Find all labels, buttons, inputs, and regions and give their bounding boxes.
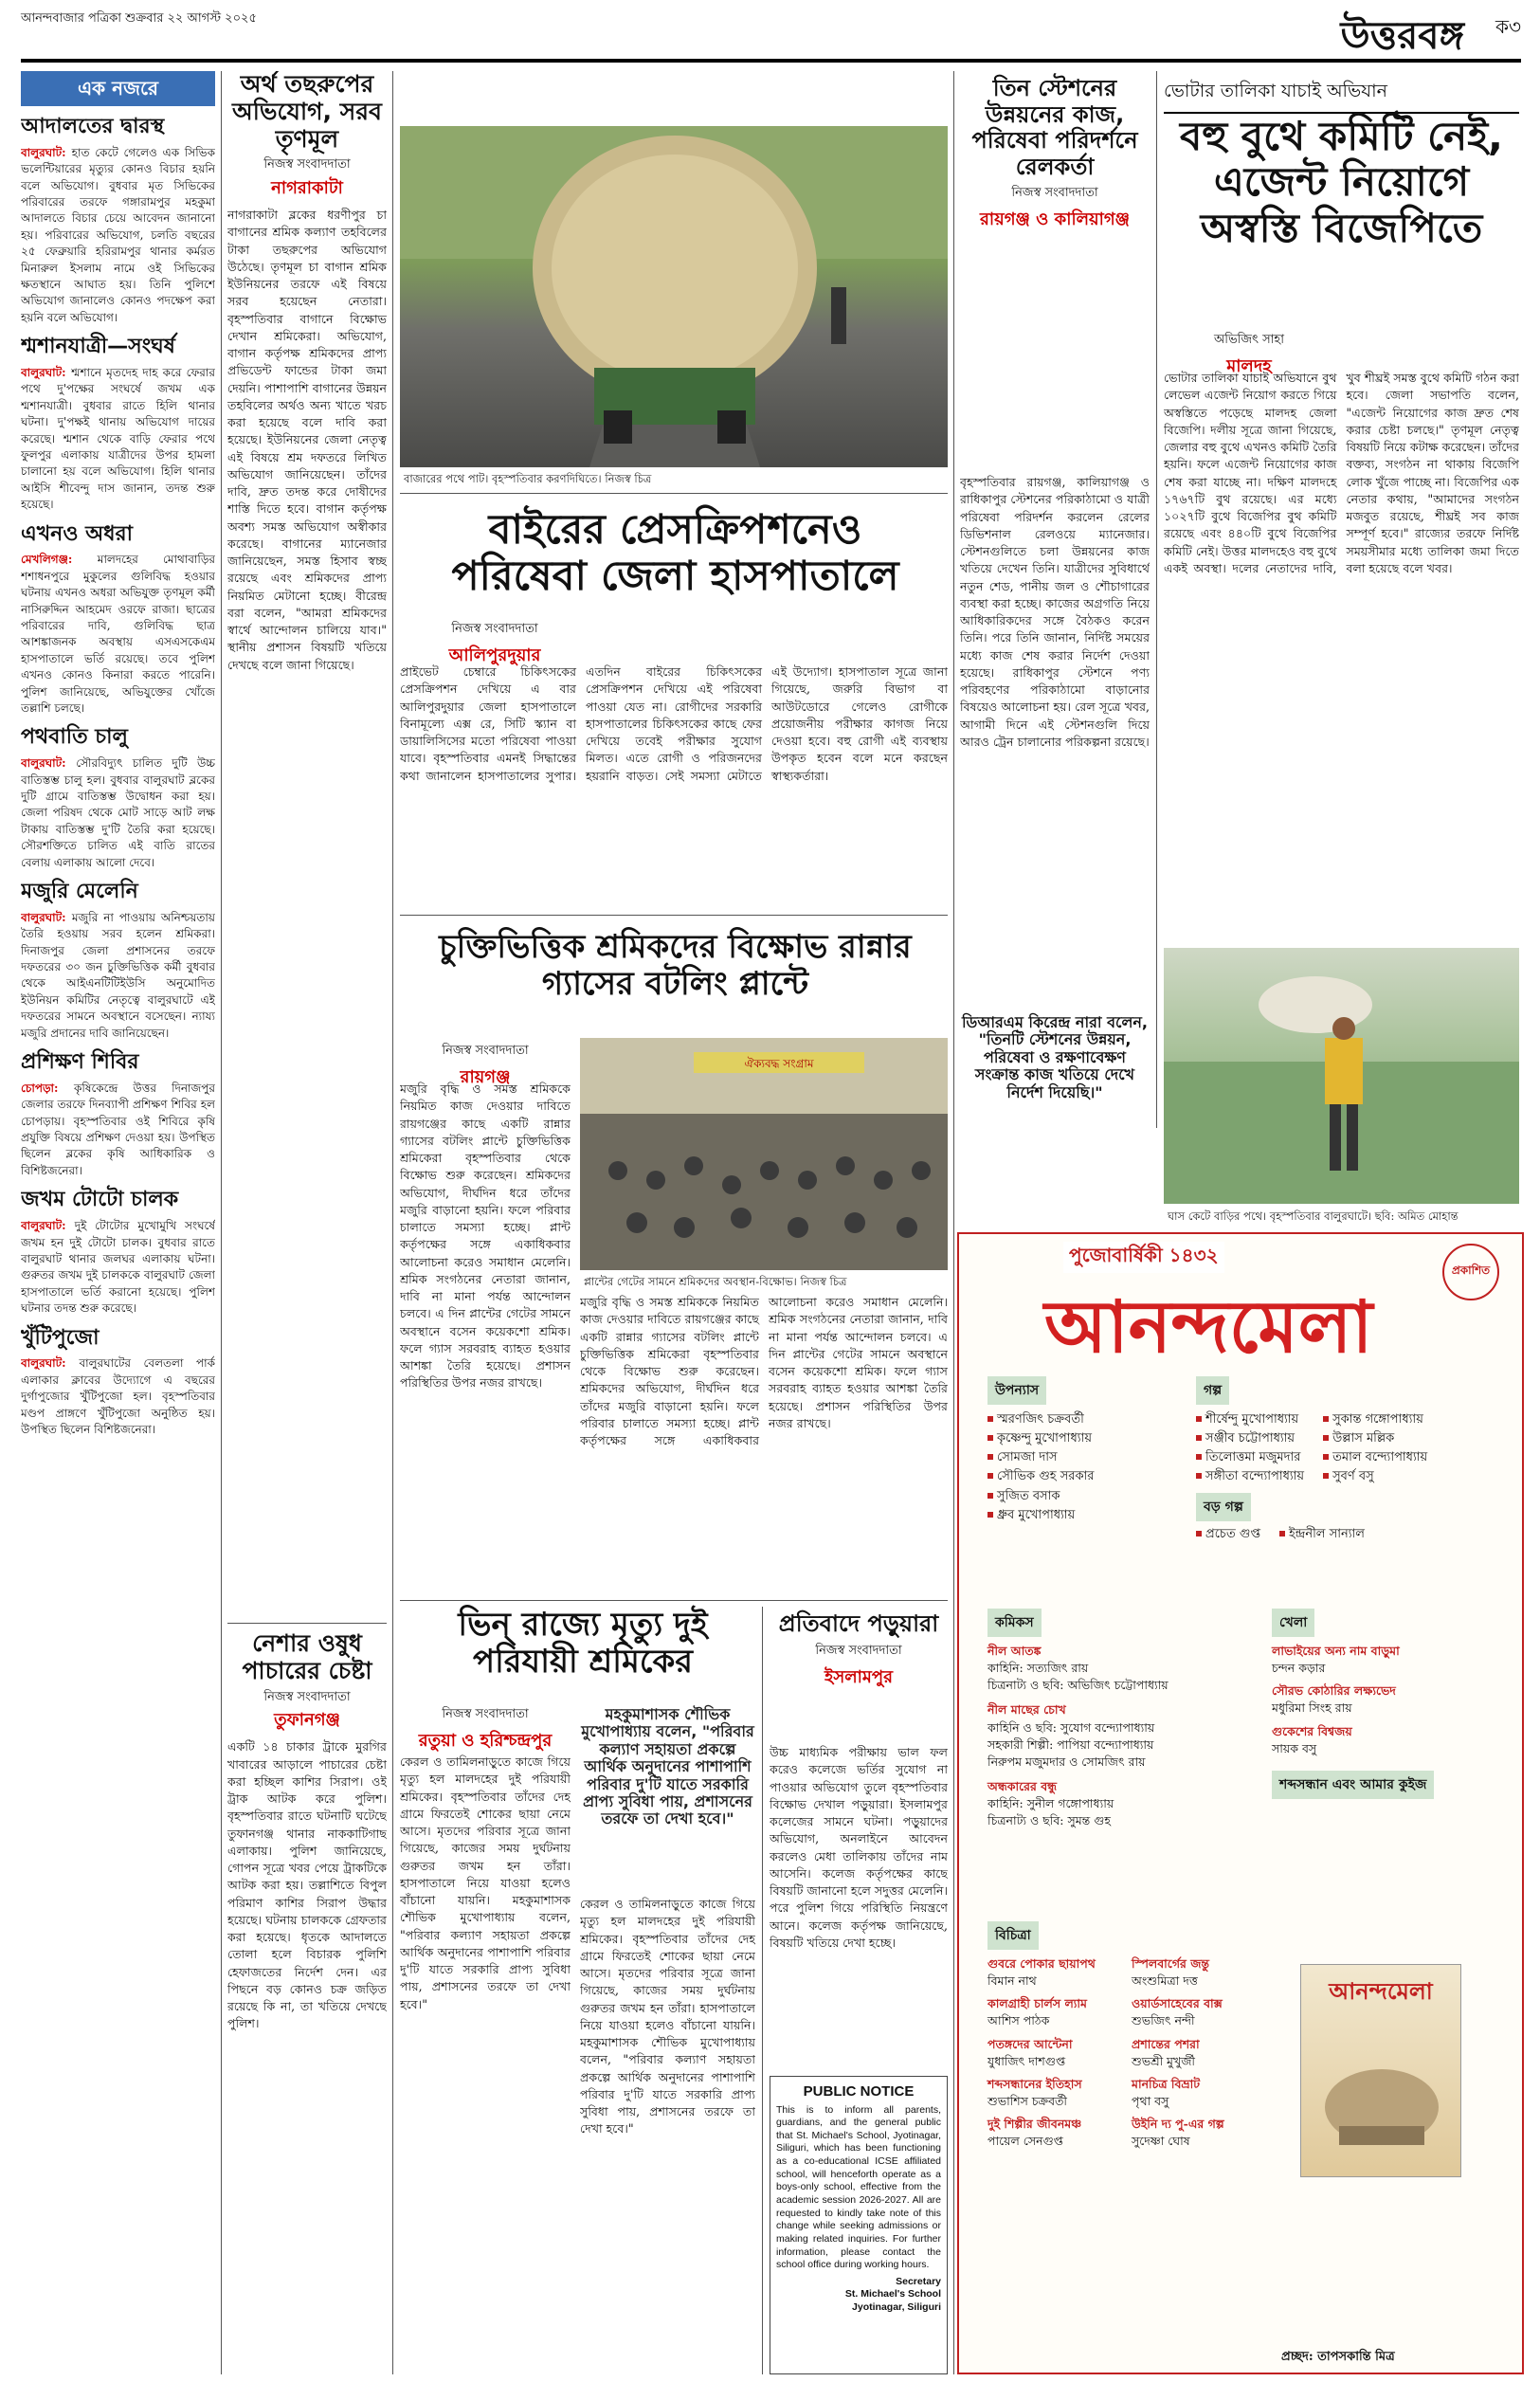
comics-section	[987, 1609, 1262, 1837]
comic-credit: চিত্রনাট্য ও ছবি: অভিজিৎ চট্টোপাধ্যায়	[987, 1678, 1169, 1693]
bichitra-title: পতঙ্গদের আন্টেনা	[987, 2036, 1073, 2051]
bichitra-author: বিমান নাথ	[987, 1973, 1037, 1989]
protest-illustration	[580, 1038, 948, 1270]
brief-item	[21, 112, 215, 326]
khela-section	[1272, 1609, 1509, 1799]
byline: নিজস্ব সংবাদদাতা	[263, 1689, 351, 1704]
bichitra-title: কালগ্রাহী চার্লস ল্যাম	[987, 1996, 1087, 2011]
comic-credit: কাহিনি: সুনীল গঙ্গোপাধ্যায়	[987, 1796, 1114, 1810]
bichitra-entry	[987, 2036, 1118, 2070]
comic-entry	[987, 1701, 1262, 1771]
author-name: স্মরণজিৎ চক্রবর্তী	[987, 1410, 1094, 1429]
galpo-list-2	[1323, 1410, 1427, 1487]
brief-dateline: বালুরঘাট:	[21, 366, 72, 380]
published-badge: প্রকাশিত	[1442, 1244, 1499, 1300]
brief-item	[21, 877, 215, 1042]
section-label: কমিকস	[987, 1609, 1042, 1637]
divider	[392, 71, 393, 2374]
story-drug-smuggling	[227, 1630, 387, 2379]
dateline: আলিপুরদুয়ার	[448, 646, 541, 665]
bichitra-author: শুভাশিস চক্রবর্তী	[987, 2093, 1068, 2108]
comic-title: নীল আতঙ্ক	[987, 1644, 1042, 1658]
bichitra-entry	[1132, 2116, 1262, 2150]
anandamela-advertisement	[957, 1232, 1524, 2374]
byline: নিজস্ব সংবাদদাতা	[1011, 186, 1098, 201]
author-name: শীর্ষেন্দু মুখোপাধ্যায়	[1196, 1410, 1304, 1429]
khela-entry	[1272, 1643, 1509, 1677]
brief-body	[21, 365, 215, 514]
pull-quote: মহকুমাশাসক শৌভিক মুখোপাধ্যায় বলেন, "পরিবার কল্যাণ সহায়তা প্রকল্পে আর্থিক অনুদানের পাশাপাশি পরিবার দু'টি যাতে সরকারি প্রাপ্য সুবিধা পায়, প্রশাসনের তরফে তা দেখা হবে।"	[581, 1705, 754, 1828]
divider	[400, 1600, 948, 1601]
dateline: রায়গঞ্জ	[460, 1067, 511, 1087]
notice-body: This is to inform all parents, guardians, and the general public that St. Michael's School, Jyotinagar, Siliguri, which has been functioning as a co-educational ICSE affiliated school, will henceforth operate as a boys-only school, effective from the academic session 2026-2027. All are requested to kindly take note of this change while seeking admissions or making related inquiries. For further information, please contact the school office during working hours.	[776, 2103, 941, 2271]
headline: নেশার ওষুধ পাচারের চেষ্টা	[242, 1630, 372, 1684]
galpo-section	[1196, 1376, 1509, 1544]
headline-bjp: বহু বুথে কমিটি নেই, এজেন্ট নিয়োগে অস্বস্তি বিজেপিতে	[1179, 113, 1504, 251]
brief-item	[21, 1323, 215, 1439]
khela-title: লাভাইয়ের অন্য নাম বাড়ুমা	[1272, 1644, 1400, 1658]
bichitra-entry	[1132, 2036, 1262, 2070]
divider	[221, 71, 222, 2374]
cover-title: আনন্দমেলা	[1329, 1978, 1433, 2005]
farmer-illustration	[1164, 948, 1519, 1204]
divider	[400, 493, 948, 494]
divider	[953, 71, 954, 2374]
brief-item	[21, 1185, 215, 1317]
brief-title: আদালতের দ্বারস্থ	[21, 115, 165, 138]
author-name: সুবর্ণ বসু	[1323, 1467, 1427, 1486]
bichitra-title: প্রশান্তের পশরা	[1132, 2036, 1200, 2051]
brief-item	[21, 722, 215, 871]
story-bjp-body: ভোটার তালিকা যাচাই অভিযানে বুথ লেভেল এজেন্ট নিয়োগ করতে গিয়ে অস্বস্তিতে পড়েছে মালদহ জেলা বিজেপি। দলীয় সূত্রে জানা গিয়েছে, জেলার বহু বুথে এখনও কমিটি তৈরি হয়নি। ফলে এজেন্ট নিয়োগের কাজ শেষ করা যাচ্ছে না। দক্ষিণ মালদহে ১৭৬৭টি বুথ রয়েছে। এর মধ্যে ১০২৭টি বুথে বিজেপির বুথ কমিটি রয়েছে এবং ৪৪০টি বুথে বিজেপির কমিটি নেই। উত্তর মালদহেও বহু বুথে একই অবস্থা। দলের নেতাদের দাবি, খুব শীঘ্রই সমস্ত বুথে কমিটি গঠন করা হবে। জেলা সভাপতি বলেন, "এজেন্ট নিয়োগের কাজ দ্রুত শেষ করার চেষ্টা চলছে।" তৃণমূল নেতৃত্ব বিষয়টি নিয়ে কটাক্ষ করেছেন। তাঁদের বক্তব্য, সংগঠন না থাকায় বিজেপি লোক খুঁজে পাচ্ছে না। বিজেপির এক নেতার কথায়, "আমাদের সংগঠন মজবুত রয়েছে, শীঘ্রই সব কাজ সম্পূর্ণ হবে।" রাজ্যের তরফে নির্দিষ্ট সময়সীমার মধ্যে তালিকা জমা দিতে বলা হয়েছে বলে খবর।	[1164, 371, 1519, 575]
photo-protest	[580, 1038, 948, 1270]
bichitra-title: উইনি দ্য পু-এর গল্প	[1132, 2117, 1224, 2131]
brief-dateline: মেখলিগঞ্জ:	[21, 553, 98, 567]
ad-brand: আনন্দমেলা	[1044, 1284, 1373, 1369]
brief-body	[21, 1081, 215, 1179]
bichitra-title: শব্দসন্ধানের ইতিহাস	[987, 2076, 1082, 2091]
bichitra-title: স্পিলবার্গের জন্তু	[1132, 1956, 1210, 1971]
author-name: ধ্রুব মুখোপাধ্যায়	[987, 1506, 1094, 1525]
comic-credit: সহকারী শিল্পী: পাপিয়া বন্দ্যোপাধ্যায়	[987, 1736, 1154, 1752]
dateline: তুফানগঞ্জ	[274, 1710, 340, 1731]
byline: অভিজিৎ সাহা	[1213, 333, 1285, 347]
author-name: সৌভিক গুহ সরকার	[987, 1467, 1094, 1486]
brief-title: খুঁটিপুজো	[21, 1325, 100, 1350]
story-body-continued: মজুরি বৃদ্ধি ও সমস্ত শ্রমিককে নিয়মিত কাজ দেওয়ার দাবিতে রায়গঞ্জের কাছে একটি রান্নার গ্যাসের বটলিং প্লান্টে চুক্তিভিত্তিক শ্রমিকেরা বৃহস্পতিবার থেকে বিক্ষোভ শুরু করেছেন। শ্রমিকদের অভিযোগ, দীর্ঘদিন ধরে তাঁদের মজুরি বাড়ানো হয়নি। ফলে পরিবার চালাতে সমস্যা হচ্ছে। প্লান্ট কর্তৃপক্ষের সঙ্গে একাধিকবার আলোচনা করেও সমাধান মেলেনি। শ্রমিক সংগঠনের নেতারা জানান, দাবি না মানা পর্যন্ত আন্দোলন চলবে। এ দিন প্লান্টের গেটের সামনে অবস্থানে বসেন কয়েকশো শ্রমিক। ফলে গ্যাস সরবরাহ ব্যাহত হওয়ার আশঙ্কা তৈরি হয়েছে। প্রশাসন পরিস্থিতির উপর নজর রাখছে।	[580, 1295, 948, 1447]
story-rail	[960, 76, 1150, 241]
section-label: খেলা	[1272, 1609, 1314, 1637]
story-body: একটি ১৪ চাকার ট্রাকে মুরগির খাবারের আড়ালে পাচারের চেষ্টা করা হচ্ছিল কাশির সিরাপ। ওই ট্রাক আটক করে পুলিশ। বৃহস্পতিবার রাতে ঘটনাটি ঘটেছে তুফানগঞ্জ থানার নাককাটিগাছ এলাকায়। পুলিশ জানিয়েছে, গোপন সূত্রে খবর পেয়ে ট্রাকটিকে আটক করা হয়। তল্লাশিতে বিপুল পরিমাণ কাশির সিরাপ উদ্ধার হয়েছে। ঘটনায় চালককে গ্রেফতার করা হয়েছে। ধৃতকে আদালতে তোলা হলে বিচারক পুলিশি হেফাজতের নির্দেশ দেন। এর পিছনে বড় কোনও চক্র জড়িত রয়েছে কি না, তা খতিয়ে দেখছে পুলিশ।	[227, 1739, 387, 2031]
author-name: প্রচেত গুপ্ত	[1196, 1525, 1260, 1544]
brief-title: এখনও অধরা	[21, 521, 134, 546]
bichitra-section	[987, 1921, 1262, 2155]
author-name: উল্লাস মল্লিক	[1323, 1429, 1427, 1448]
khela-author: মধুরিমা সিংহ রায়	[1272, 1700, 1352, 1716]
headline-bottling-plant: চুক্তিভিত্তিক শ্রমিকদের বিক্ষোভ রান্নার গ্যাসের বটলিং প্লান্টে	[439, 928, 912, 1004]
photo-farmer	[1164, 948, 1519, 1204]
section-label: উপন্যাস	[987, 1376, 1046, 1405]
khela-author: সায়ক বসু	[1272, 1740, 1317, 1755]
public-notice	[770, 2076, 948, 2374]
headline: অর্থ তছরুপের অভিযোগ, সরব তৃণমূল	[232, 71, 382, 153]
bichitra-author: আশিস পাঠক	[987, 2013, 1050, 2028]
author-name: সঞ্জীব চট্টোপাধ্যায়	[1196, 1429, 1304, 1448]
header-rule	[21, 59, 1521, 63]
brief-dateline: বালুরঘাট:	[21, 910, 72, 924]
headline-hospital: বাইরের প্রেসক্রিপশনেও পরিষেবা জেলা হাসপাতালে	[451, 506, 899, 601]
story-body-continued: কেরল ও তামিলনাড়ুতে কাজে গিয়ে মৃত্যু হল মালদহের দুই পরিযায়ী শ্রমিকের। বৃহস্পতিবার তাঁদের দেহ গ্রামে ফিরতেই শোকের ছায়া নেমে আসে। মৃতদের পরিবার সূত্রে জানা গিয়েছে, কাজের সময় দুর্ঘটনায় গুরুতর জখম হন তাঁরা। হাসপাতালে নিয়ে যাওয়া হলেও বাঁচানো যায়নি। মহকুমাশাসক শৌভিক মুখোপাধ্যায় বলেন, "পরিবার কল্যাণ সহায়তা প্রকল্পে আর্থিক অনুদানের পাশাপাশি পরিবার দু'টি যাতে সরকারি প্রাপ্য সুবিধা পায়, প্রশাসনের তরফে তা দেখা হবে।"	[580, 1897, 755, 2137]
author-name: ইন্দ্রনীল সান্যাল	[1279, 1525, 1365, 1544]
story-bottling-cont	[580, 1294, 948, 1592]
brief-body	[21, 755, 215, 871]
brief-text: শ্মশানে মৃতদেহ দাহ করে ফেরার পথে দু'পক্ষের সংঘর্ষে জখম এক শ্মশানযাত্রী। বুধবার রাতে হিলি থানার ঘটনা। দু'পক্ষই থানায় অভিযোগ দায়ের করেছে। শ্মশান থেকে বাড়ি ফেরার পথে ফুলপুর এলাকায় যাত্রীদের উপর হামলা চালানো হয় বলে অভিযোগ। হিলি থানার আইসি শীবেন্দু দাস জানান, তদন্ত শুরু হয়েছে।	[21, 366, 215, 512]
headline: প্রতিবাদে পড়ুয়ারা	[778, 1610, 939, 1637]
brief-dateline: বালুরঘাট:	[21, 1356, 80, 1371]
author-name: কৃষ্ণেন্দু মুখোপাধ্যায়	[987, 1429, 1094, 1448]
brief-title: মজুরি মেলেনি	[21, 880, 138, 904]
jute-truck-illustration	[400, 126, 948, 467]
brief-text: মজুরি না পাওয়ায় অনিশ্চয়তায় তৈরি হওয়ায় সরব হলেন শ্রমিকরা। দিনাজপুর জেলা প্রশাসনের তরফে দফতরের ৩০ জন চুক্তিভিত্তিক কর্মী বুধবার থেকে আইএনটিটিইউসি অনুমোদিত ইউনিয়ন কমিটির নেতৃত্বে বালুরঘাটে এই দফতরের সামনে অবস্থানে বসেছেন। ন্যায্য মজুরি প্রদানের দাবি জানিয়েছেন।	[21, 910, 215, 1040]
bichitra-title: গুবরে পোকার ছায়াপথ	[987, 1956, 1096, 1971]
khela-entry	[1272, 1723, 1509, 1757]
story-tea-garden	[227, 71, 387, 1626]
story-rail-body: বৃহস্পতিবার রায়গঞ্জ, কালিয়াগঞ্জ ও রাধিকাপুর স্টেশনের পরিকাঠামো ও যাত্রী পরিষেবা পরিদর্শন করলেন রেলের ডিভিশনাল রেলওয়ে ম্যানেজার। স্টেশনগুলিতে চলা উন্নয়নের কাজ খতিয়ে দেখেন তিনি। যাত্রীদের সুবিধার্থে নতুন শেড, পানীয় জল ও শৌচাগারের ব্যবস্থা করা হচ্ছে। কাজের অগ্রগতি নিয়ে আধিকারিকদের সঙ্গে বৈঠকও করেন তিনি। পরে তিনি জানান, নির্দিষ্ট সময়ের মধ্যে কাজ শেষ করার নির্দেশ দেওয়া হয়েছে। রাধিকাপুর স্টেশনে পণ্য পরিবহণের পরিকাঠামো বাড়ানোর বিষয়েও আলোচনা হয়। রেল সূত্রে খবর, আগামী দিনে এই স্টেশনগুলি দিয়ে আরও ট্রেন চালানোর পরিকল্পনা রয়েছে।	[960, 475, 1150, 749]
bichitra-entry	[987, 2076, 1118, 2110]
upanyas-section	[987, 1376, 1094, 1525]
divider	[400, 915, 948, 916]
bichitra-entry	[1132, 2076, 1262, 2110]
section-label: গল্প	[1196, 1376, 1229, 1405]
brief-text: সৌরবিদ্যুৎ চালিত দুটি উচ্চ বাতিস্তম্ভ চালু হল। বুধবার বালুরঘাট ব্লকের দুটি গ্রামে বাতিস্তম্ভ উদ্বোধন করা হয়। জেলা পরিষদ থেকে মোট সাড়ে আট লক্ষ টাকায় বাতিস্তম্ভ দু'টি তৈরি করা হয়েছে। সৌরশক্তিতে চালিত এই বাতি রাতের বেলায় এলাকায় আলো দেবে।	[21, 756, 215, 869]
brief-item	[21, 1047, 215, 1179]
brief-title: জখম টোটো চালক	[21, 1188, 179, 1212]
notice-sign-3: Jyotinagar, Siliguri	[852, 2301, 941, 2314]
dateline: নাগরাকাটা	[271, 178, 343, 199]
dateline: মালদহ	[1226, 356, 1272, 376]
ek-nazare-header: এক নজরে	[21, 71, 215, 106]
page-number: ক৩	[1495, 15, 1521, 38]
photo-caption: ঘাস কেটে বাড়ির পথে। বৃহস্পতিবার বালুরঘাটে। ছবি: অমিত মোহান্ত	[1168, 1209, 1458, 1223]
khela-entry	[1272, 1682, 1509, 1717]
brief-text: কৃষিকেন্দ্রে উত্তর দিনাজপুর জেলার তরফে দিনব্যাপী প্রশিক্ষণ শিবির হল চোপড়ায়। বৃহস্পতিবার ওই শিবিরে কৃষি প্রযুক্তি বিষয়ে প্রশিক্ষণ দেওয়া হয়। উপস্থিত ছিলেন ব্লকের কৃষি আধিকারিক ও বিশিষ্টজনেরা।	[21, 1081, 215, 1177]
rail-pull-quote: ডিআরএম কিরেন্দ্র নারা বলেন, "তিনটি স্টেশনের উন্নয়ন, পরিষেবা ও রক্ষণাবেক্ষণ সংক্রান্ত কাজ খতিয়ে দেখে নির্দেশ দিয়েছি।"	[961, 1013, 1149, 1101]
notice-sign-1: Secretary	[896, 2275, 941, 2287]
cover-illustration	[1301, 2012, 1462, 2164]
brief-title: শ্মশানযাত্রী—সংঘর্ষ	[21, 335, 175, 359]
bichitra-title: ওয়ার্ডসাহেবের বাক্স	[1132, 1996, 1223, 2011]
bichitra-entry	[987, 1995, 1118, 2029]
author-name: তমাল বন্দ্যোপাধ্যায়	[1323, 1448, 1427, 1467]
brief-text: দুই টোটোর মুখোমুখি সংঘর্ষে জখম হন দুই টোটো চালক। বুধবার রাতে বালুরঘাট থানার জলঘর এলাকায় ঘটনা। গুরুতর জখম দুই চালককে বালুরঘাট জেলা হাসপাতালে ভর্তি করানো হয়েছে। পুলিশ ঘটনার তদন্ত শুরু করেছে।	[21, 1219, 215, 1316]
author-name: তিলোত্তমা মজুমদার	[1196, 1448, 1304, 1467]
divider	[227, 1623, 387, 1624]
bichitra-entry	[987, 2116, 1118, 2150]
bichitra-entry	[987, 1955, 1118, 1990]
story-students-body: উচ্চ মাধ্যমিক পরীক্ষায় ভাল ফল করেও কলেজে ভর্তির সুযোগ না পাওয়ার অভিযোগ তুলে বৃহস্পতিবার বিক্ষোভ দেখাল পড়ুয়ারা। ইসলামপুর কলেজের সামনে ঘটনা। পড়ুয়াদের অভিযোগ, অনলাইনে আবেদন করলেও মেধা তালিকায় তাঁদের নাম আসেনি। কলেজ কর্তৃপক্ষের কাছে বিষয়টি জানানো হলে সদুত্তর মেলেনি। পরে পুলিশ গিয়ে পরিস্থিতি নিয়ন্ত্রণে আনে। কলেজ কর্তৃপক্ষ জানিয়েছে, বিষয়টি খতিয়ে দেখা হচ্ছে।	[770, 1745, 948, 1950]
bichitra-author: যুধাজিৎ দাশগুপ্ত	[987, 2053, 1066, 2068]
comic-credit: চিত্রনাট্য ও ছবি: সুমন্ত গুহ	[987, 1813, 1111, 1828]
bichitra-author: সুদেষ্ণা ঘোষ	[1132, 2134, 1190, 2149]
baro-galpo-list	[1196, 1525, 1509, 1544]
brief-text: বালুরঘাটের বেলতলা পার্ক এলাকার ক্লাবের উদ্যোগে এ বছরের দুর্গাপুজোর খুঁটিপুজো হল। বৃহস্পতিবার মণ্ডপ প্রাঙ্গণে খুঁটিপুজো অনুষ্ঠিত হয়। উপস্থিত ছিলেন বিশিষ্টজনেরা।	[21, 1356, 215, 1436]
brief-item	[21, 519, 215, 718]
galpo-list-1	[1196, 1410, 1304, 1487]
section-label: বড় গল্প	[1196, 1493, 1251, 1521]
brief-body	[21, 552, 215, 717]
byline: নিজস্ব সংবাদদাতা	[263, 157, 351, 173]
comic-credit: নিরুপম মজুমদার ও সোমজিৎ রায়	[987, 1754, 1146, 1769]
comic-title: নীল মাছের চোখ	[987, 1702, 1066, 1718]
comic-credit: কাহিনি ও ছবি: সুযোগ বন্দ্যোপাধ্যায়	[987, 1719, 1155, 1735]
bichitra-title: মানচিত্র বিভ্রাট	[1132, 2076, 1201, 2091]
brief-text: হাত কেটে গেলেও এক সিভিক ভলেন্টিয়ারের মৃত্যুর কোনও বিচার হয়নি বলে অভিযোগ। বুধবার মৃত সিভিকের পরিবারের তরফে গঙ্গারামপুর মহকুমা আদালতে বিচার চেয়ে আবেদন জানানো হয়। পরিবারের অভিযোগ, চলতি বছরের ২৫ ফেব্রুয়ারি হরিরামপুর থানার কর্মরত মিনারুল ইসলাম নামে ওই সিভিকের ক্ষতস্থানে আঘাত হয়। তিনি পুলিশে অভিযোগ জানালেও কোনও পদক্ষেপ করা হয়নি বলে অভিযোগ।	[21, 145, 215, 324]
khela-title: সৌরভ কোঠারির লক্ষ্যভেদ	[1272, 1683, 1396, 1699]
divider	[762, 1607, 763, 2374]
comics-list	[987, 1643, 1262, 1829]
ad-kicker: পুজোবার্ষিকী ১৪৩২	[1063, 1242, 1224, 1273]
khela-list	[1272, 1643, 1509, 1757]
brief-body	[21, 1218, 215, 1317]
dateline: রতুয়া ও হরিশ্চন্দ্রপুর	[418, 1731, 553, 1751]
headline-migrant-workers: ভিন্ রাজ্যে মৃত্যু দুই পরিযায়ী শ্রমিকের	[458, 1606, 708, 1682]
comic-credit: কাহিনি: সত্যজিৎ রায়	[987, 1661, 1089, 1676]
bichitra-entry	[1132, 1995, 1262, 2029]
brief-item	[21, 332, 215, 513]
byline: নিজস্ব সংবাদদাতা	[442, 1044, 529, 1058]
story-bottling-body: মজুরি বৃদ্ধি ও সমস্ত শ্রমিককে নিয়মিত কাজ দেওয়ার দাবিতে রায়গঞ্জের কাছে একটি রান্নার গ্যাসের বটলিং প্লান্টে চুক্তিভিত্তিক শ্রমিকেরা বৃহস্পতিবার থেকে বিক্ষোভ শুরু করেছেন। শ্রমিকদের অভিযোগ, দীর্ঘদিন ধরে তাঁদের মজুরি বাড়ানো হয়নি। ফলে পরিবার চালাতে সমস্যা হচ্ছে। প্লান্ট কর্তৃপক্ষের সঙ্গে একাধিকবার আলোচনা করেও সমাধান মেলেনি। শ্রমিক সংগঠনের নেতারা জানান, দাবি না মানা পর্যন্ত আন্দোলন চলবে। এ দিন প্লান্টের গেটের সামনে অবস্থানে বসেন কয়েকশো শ্রমিক। ফলে গ্যাস সরবরাহ ব্যাহত হওয়ার আশঙ্কা তৈরি হয়েছে। প্রশাসন পরিস্থিতির উপর নজর রাখছে।	[400, 1082, 571, 1391]
headline: তিন স্টেশনের উন্নয়নের কাজ, পরিষেবা পরিদর্শনে রেলকর্তা	[971, 75, 1138, 180]
brief-title: প্রশিক্ষণ শিবির	[21, 1050, 139, 1075]
photo-caption: প্লান্টের গেটের সামনে শ্রমিকদের অবস্থান-বিক্ষোভ। নিজস্ব চিত্র	[584, 1275, 847, 1288]
khela-author: চন্দন কড়ার	[1272, 1661, 1326, 1676]
brief-text: মালদহের মোথাবাড়ির শশাধনপুরে মুকুলের গুলিবিদ্ধ হওয়ার ঘটনায় এখনও অধরা অভিযুক্ত তৃণমূল কর্মী নাসিরুদ্দিন আহমেদ ওরফে রাজা। ছাত্রের পরিবারের দাবি, গুলিবিদ্ধ ছাত্র আশঙ্কাজনক অবস্থায় এসএসকেএম হাসপাতালে ভর্তি রয়েছে। তবে পুলিশ এখনও কোনও কিনারা করতে পারেনি। পুলিশ জানিয়েছে, অভিযুক্তের খোঁজে তল্লাশি চলছে।	[21, 553, 215, 715]
brief-body	[21, 910, 215, 1042]
bichitra-author: পায়েল সেনগুপ্ত	[987, 2134, 1063, 2149]
ek-nazare-column	[21, 71, 215, 2374]
protest-banner: ঐক্যবদ্ধ সংগ্রাম	[744, 1057, 814, 1070]
brief-title: পথবাতি চালু	[21, 725, 128, 750]
brief-dateline: বালুরঘাট:	[21, 145, 72, 159]
bichitra-author: পৃথা বসু	[1132, 2093, 1169, 2108]
comic-title: অন্ধকারের বন্ধু	[987, 1778, 1058, 1793]
author-name: সঙ্গীতা বন্দ্যোপাধ্যায়	[1196, 1467, 1304, 1486]
brief-body	[21, 145, 215, 326]
story-protest-students	[770, 1611, 948, 1699]
bichitra-title: দুই শিল্পীর জীবনমঞ্চ	[987, 2117, 1082, 2131]
brief-dateline: বালুরঘাট:	[21, 756, 77, 771]
brief-dateline: বালুরঘাট:	[21, 1219, 75, 1233]
bichitra-list-2	[1132, 1955, 1262, 2155]
story-hospital-body: প্রাইভেট চেম্বারে চিকিৎসকের প্রেসক্রিপশন দেখিয়ে এ বার আলিপুরদুয়ার জেলা হাসপাতালে বিনামূল্যে এক্স রে, সিটি স্ক্যান বা ডায়ালিসিসের মতো পরিষেবা পাওয়া যাবে। বৃহস্পতিবার এমনই সিদ্ধান্তের কথা জানালেন হাসপাতালের সুপার। এতদিন বাইরের চিকিৎসকের প্রেসক্রিপশন দেখিয়ে এই পরিষেবা পাওয়া যেত না। রোগীদের সরকারি হাসপাতালের চিকিৎসকের কাছে ফের দেখিয়ে তবেই পরীক্ষার সুযোগ মিলত। এতে রোগী ও পরিজনদের হয়রানি বাড়ত। সেই সমস্যা মেটাতে এই উদ্যোগ। হাসপাতাল সূত্রে জানা গিয়েছে, জরুরি বিভাগ বা আউটডোরে গেলেও রোগীকে প্রয়োজনীয় পরীক্ষার কাগজ নিয়ে দেওয়া হবে। বহু রোগী এই ব্যবস্থায় উপকৃত হবেন বলে মনে করছেন স্বাস্থ্যকর্তারা।	[400, 664, 948, 783]
section-label: শব্দসন্ধান এবং আমার কুইজ	[1272, 1771, 1434, 1799]
section-label: বিচিত্রা	[987, 1921, 1039, 1950]
photo-jute-truck	[400, 126, 948, 467]
section-title: উত্তরবঙ্গ	[1340, 14, 1464, 58]
masthead-info: আনন্দবাজার পত্রিকা শুক্রবার ২২ আগস্ট ২০২৫	[21, 11, 257, 26]
divider	[1156, 71, 1157, 1128]
bichitra-author: শুভজিৎ নন্দী	[1132, 2013, 1195, 2028]
byline: নিজস্ব সংবাদদাতা	[442, 1707, 529, 1721]
story-migrant-cont	[580, 1896, 755, 2374]
bichitra-author: অংশুমিত্রা দত্ত	[1132, 1973, 1198, 1989]
comic-entry	[987, 1643, 1262, 1694]
upanyas-list	[987, 1410, 1094, 1525]
bichitra-entry	[1132, 1955, 1262, 1990]
dateline: রায়গঞ্জ ও কালিয়াগঞ্জ	[979, 209, 1131, 230]
brief-list	[21, 112, 215, 1438]
bichitra-author: শুভশ্রী মুখুর্জী	[1132, 2053, 1195, 2068]
author-name: সুজিত বসাক	[987, 1487, 1094, 1506]
author-name: সোমজা দাস	[987, 1448, 1094, 1467]
byline: নিজস্ব সংবাদদাতা	[451, 622, 538, 636]
brief-body	[21, 1355, 215, 1438]
notice-title: PUBLIC NOTICE	[803, 2083, 915, 2100]
byline: নিজস্ব সংবাদদাতা	[815, 1643, 902, 1658]
story-body: নাগরাকাটা ব্লকের ধরণীপুর চা বাগানের শ্রমিক কল্যাণ তহবিলের টাকা তছরুপের অভিযোগ উঠেছে। তৃণমূল চা বাগান শ্রমিক ইউনিয়নের তরফে এই বিষয়ে সরব হয়েছেন নেতারা। বৃহস্পতিবার বাগানে বিক্ষোভ দেখান শ্রমিকেরা। অভিযোগ, বাগান কর্তৃপক্ষ শ্রমিকদের প্রাপ্য প্রভিডেন্ট ফান্ডের টাকা জমা দেয়নি। পাশাপাশি বাগানের উন্নয়ন তহবিলের অর্থও অন্য খাতে খরচ করা হয়েছে বলে দাবি করা হয়েছে। ইউনিয়নের জেলা নেতৃত্ব এই বিষয়ে শ্রম দফতরে লিখিত অভিযোগ জানিয়েছেন। তাঁদের দাবি, দ্রুত তদন্ত করে দোষীদের শাস্তি দিতে হবে। বাগান কর্তৃপক্ষ অবশ্য সমস্ত অভিযোগ অস্বীকার করেছে। বাগানের ম্যানেজার জানিয়েছেন, সমস্ত হিসাব স্বচ্ছ রয়েছে এবং শ্রমিকদের প্রাপ্য নিয়মিত মেটানো হচ্ছে। বীরেন্দ্র বরা বলেন, "আমরা শ্রমিকদের স্বার্থে আন্দোলন চালিয়ে যাব।" স্থানীয় প্রশাসন বিষয়টি খতিয়ে দেখছে বলে জানা গিয়েছে।	[227, 208, 387, 672]
story-migrant-body: কেরল ও তামিলনাড়ুতে কাজে গিয়ে মৃত্যু হল মালদহের দুই পরিযায়ী শ্রমিকের। বৃহস্পতিবার তাঁদের দেহ গ্রামে ফিরতেই শোকের ছায়া নেমে আসে। মৃতদের পরিবার সূত্রে জানা গিয়েছে, কাজের সময় দুর্ঘটনায় গুরুতর জখম হন তাঁরা। হাসপাতালে নিয়ে যাওয়া হলেও বাঁচানো যায়নি। মহকুমাশাসক শৌভিক মুখোপাধ্যায় বলেন, "পরিবার কল্যাণ সহায়তা প্রকল্পে আর্থিক অনুদানের পাশাপাশি পরিবার দু'টি যাতে সরকারি প্রাপ্য সুবিধা পায়, প্রশাসনের তরফে তা দেখা হবে।"	[400, 1755, 571, 2011]
comic-entry	[987, 1778, 1262, 1829]
photo-caption: বাজারের পথে পাট। বৃহস্পতিবার করণদিঘিতে। নিজস্ব চিত্র	[404, 472, 652, 485]
author-name: সুকান্ত গঙ্গোপাধ্যায়	[1323, 1410, 1427, 1429]
notice-sign-2: St. Michael's School	[844, 2288, 941, 2300]
magazine-cover	[1300, 1964, 1461, 2177]
story-bjp-kicker: ভোটার তালিকা যাচাই অভিযান	[1164, 78, 1519, 114]
cover-credit: প্রচ্ছদ: তাপসকান্তি মিত্র	[1281, 2350, 1395, 2364]
brief-dateline: চোপড়া:	[21, 1081, 75, 1095]
dateline: ইসলামপুর	[824, 1666, 893, 1687]
khela-title: গুকেশের বিশ্বজয়	[1272, 1723, 1352, 1738]
bichitra-list-1	[987, 1955, 1118, 2155]
